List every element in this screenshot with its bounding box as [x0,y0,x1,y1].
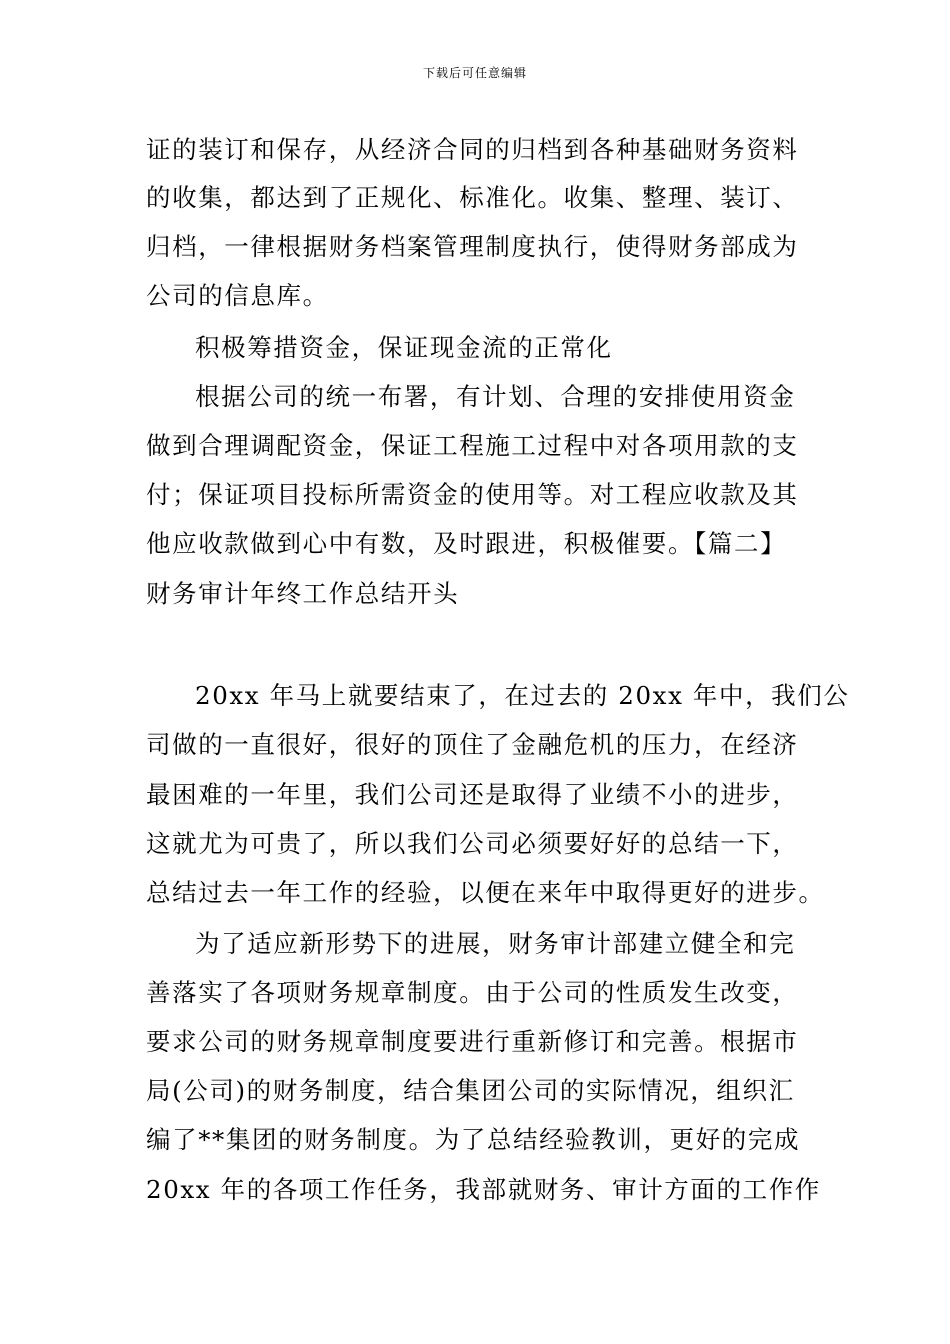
text-line: 局(公司)的财务制度，结合集团公司的实际情况，组织汇 [146,1076,795,1105]
page-header-note: 下载后可任意编辑 [422,66,527,80]
text-line: 根据公司的统一布署，有计划、合理的安排使用资金 [195,382,796,411]
text-line: 编了**集团的财务制度。为了总结经验教训，更好的完成 [146,1125,801,1154]
text-line: 20xx 年马上就要结束了，在过去的 20xx 年中，我们公 [195,681,850,710]
text-line: 付；保证项目投标所需资金的使用等。对工程应收款及其 [146,480,799,509]
text-line: 证的装订和保存，从经济合同的归档到各种基础财务资料 [146,135,799,164]
text-line: 的收集，都达到了正规化、标准化。收集、整理、装订、 [146,183,799,212]
text-line: 他应收款做到心中有数，及时跟进，积极催要。【篇二】 [146,529,787,558]
text-line: 善落实了各项财务规章制度。由于公司的性质发生改变， [146,978,799,1007]
text-line: 司做的一直很好，很好的顶住了金融危机的压力，在经济 [146,730,799,759]
text-line: 为了适应新形势下的进展，财务审计部建立健全和完 [195,929,796,958]
text-line: 20xx 年的各项工作任务，我部就财务、审计方面的工作作 [146,1175,821,1204]
text-line: 这就尤为可贵了，所以我们公司必须要好好的总结一下， [146,829,799,858]
text-line: 财务审计年终工作总结开头 [146,579,460,608]
text-line: 最困难的一年里，我们公司还是取得了业绩不小的进步， [146,780,799,809]
text-line: 要求公司的财务规章制度要进行重新修订和完善。根据市 [146,1027,799,1056]
text-line: 公司的信息库。 [146,281,329,310]
text-line: 归档，一律根据财务档案管理制度执行，使得财务部成为 [146,232,799,261]
text-line: 做到合理调配资金，保证工程施工过程中对各项用款的支 [146,431,799,460]
text-line: 总结过去一年工作的经验，以便在来年中取得更好的进步。 [146,878,825,907]
section-heading: 积极筹措资金，保证现金流的正常化 [195,333,613,362]
